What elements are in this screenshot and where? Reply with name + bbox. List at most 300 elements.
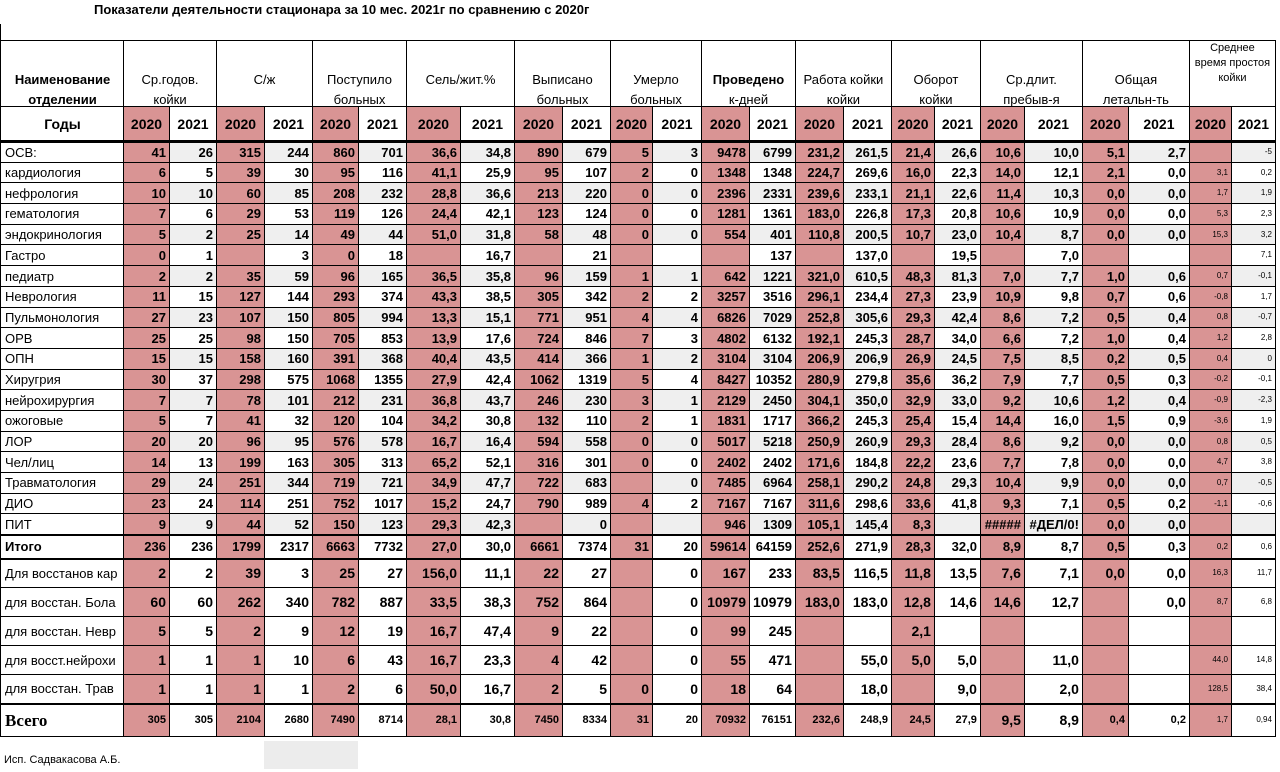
cell: 30 <box>124 369 170 390</box>
cell: 23 <box>170 307 217 328</box>
cell: -5 <box>1231 142 1275 163</box>
cell <box>1082 675 1128 704</box>
cell: 43,3 <box>407 286 461 307</box>
cell: 128,5 <box>1189 675 1231 704</box>
cell: 1717 <box>750 410 796 431</box>
cell: 14 <box>124 452 170 473</box>
header-group-0: Ср.годов. <box>124 41 217 88</box>
cell: 34,9 <box>407 473 461 494</box>
cell: 0 <box>653 617 702 646</box>
cell: 2 <box>515 675 563 704</box>
cell: 0,0 <box>1082 204 1128 225</box>
cell: 782 <box>313 588 359 617</box>
cell <box>1189 142 1231 163</box>
cell: 16,0 <box>891 162 934 183</box>
cell: 350,0 <box>843 390 891 411</box>
cell: 0,94 <box>1231 704 1275 737</box>
cell: 44,0 <box>1189 646 1231 675</box>
cell: 30,8 <box>461 410 515 431</box>
cell: 9,9 <box>1024 473 1082 494</box>
cell <box>934 514 980 535</box>
cell: 5 <box>170 617 217 646</box>
cell: 683 <box>563 473 611 494</box>
cell: 1,2 <box>1082 390 1128 411</box>
cell: 15,1 <box>461 307 515 328</box>
header-group-sub-1 <box>217 88 313 107</box>
cell: 0 <box>653 559 702 588</box>
cell: 5 <box>124 617 170 646</box>
cell: 83,5 <box>795 559 843 588</box>
cell: 2450 <box>750 390 796 411</box>
cell: 11,7 <box>1231 559 1275 588</box>
cell <box>611 617 653 646</box>
cell: 0 <box>611 224 653 245</box>
cell: 7490 <box>313 704 359 737</box>
cell: 705 <box>313 328 359 349</box>
cell: 2,0 <box>1024 675 1082 704</box>
table-row <box>1 675 1276 704</box>
cell: 271,9 <box>843 535 891 559</box>
cell: 846 <box>563 328 611 349</box>
cell: 7029 <box>750 307 796 328</box>
cell: 9 <box>170 514 217 535</box>
cell: 1017 <box>359 493 407 514</box>
cell: 946 <box>702 514 750 535</box>
cell: 0,0 <box>1128 204 1189 225</box>
row-name: нефрология <box>1 183 124 204</box>
cell: 25 <box>217 224 265 245</box>
cell: 29,3 <box>891 307 934 328</box>
cell: 0,6 <box>1231 535 1275 559</box>
cell: 0 <box>611 204 653 225</box>
cell: 2402 <box>702 452 750 473</box>
cell: 25,4 <box>891 410 934 431</box>
year-2020: 2020 <box>795 107 843 142</box>
cell: 2,1 <box>891 617 934 646</box>
cell: 0,0 <box>1082 224 1128 245</box>
row-name: ОСВ: <box>1 142 124 163</box>
cell: 127 <box>217 286 265 307</box>
cell: 280,9 <box>795 369 843 390</box>
cell: 60 <box>170 588 217 617</box>
cell: 58 <box>515 224 563 245</box>
cell: 1 <box>124 675 170 704</box>
cell: 6 <box>359 675 407 704</box>
cell: 12,7 <box>1024 588 1082 617</box>
cell: 16,0 <box>1024 410 1082 431</box>
cell: 52 <box>265 514 313 535</box>
cell: 24,4 <box>407 204 461 225</box>
cell: 96 <box>313 266 359 287</box>
cell: 38,3 <box>461 588 515 617</box>
row-name: ожоговые <box>1 410 124 431</box>
cell: 0,9 <box>1128 410 1189 431</box>
cell: 41,1 <box>407 162 461 183</box>
cell: 150 <box>265 328 313 349</box>
cell <box>1189 245 1231 266</box>
cell: 17,6 <box>461 328 515 349</box>
cell: 315 <box>217 142 265 163</box>
cell: 0,5 <box>1082 369 1128 390</box>
row-name: эндокринология <box>1 224 124 245</box>
cell: 250,9 <box>795 431 843 452</box>
table-row <box>1 204 1276 225</box>
cell: 321,0 <box>795 266 843 287</box>
cell: 2 <box>611 162 653 183</box>
cell: 1,5 <box>1082 410 1128 431</box>
cell: 137 <box>750 245 796 266</box>
cell: 41 <box>217 410 265 431</box>
cell: 35,6 <box>891 369 934 390</box>
cell <box>891 675 934 704</box>
cell: 0 <box>611 431 653 452</box>
cell <box>1082 646 1128 675</box>
cell: 1 <box>217 646 265 675</box>
cell: 64159 <box>750 535 796 559</box>
cell: 26,6 <box>934 142 980 163</box>
cell: 724 <box>515 328 563 349</box>
cell: 38,5 <box>461 286 515 307</box>
row-name: Травматология <box>1 473 124 494</box>
cell: 10,4 <box>980 224 1024 245</box>
cell: 2 <box>124 559 170 588</box>
cell: 22 <box>515 559 563 588</box>
cell: 232 <box>359 183 407 204</box>
cell: 10,7 <box>891 224 934 245</box>
cell <box>795 646 843 675</box>
cell: 0,8 <box>1189 307 1231 328</box>
cell: 25 <box>124 328 170 349</box>
cell: 192,1 <box>795 328 843 349</box>
cell: 0 <box>653 224 702 245</box>
cell: 1068 <box>313 369 359 390</box>
cell: 245 <box>750 617 796 646</box>
cell: 14,6 <box>980 588 1024 617</box>
cell: 107 <box>563 162 611 183</box>
cell: 269,6 <box>843 162 891 183</box>
cell: 23 <box>124 493 170 514</box>
cell: 226,8 <box>843 204 891 225</box>
cell: 60 <box>124 588 170 617</box>
cell: 2396 <box>702 183 750 204</box>
cell <box>934 617 980 646</box>
table-row <box>1 559 1276 588</box>
cell: 642 <box>702 266 750 287</box>
table-row <box>1 617 1276 646</box>
cell: 120 <box>313 410 359 431</box>
header-group-sub-10: летальн-ть <box>1082 88 1189 107</box>
cell: 76151 <box>750 704 796 737</box>
cell: 701 <box>359 142 407 163</box>
cell: 10,4 <box>980 473 1024 494</box>
cell: 0,5 <box>1128 348 1189 369</box>
cell: 2,3 <box>1231 204 1275 225</box>
cell: 2,1 <box>1082 162 1128 183</box>
cell: 55,0 <box>843 646 891 675</box>
cell: 0 <box>653 473 702 494</box>
cell: 0 <box>313 245 359 266</box>
cell: 853 <box>359 328 407 349</box>
cell: 36,6 <box>407 142 461 163</box>
row-name: кардиология <box>1 162 124 183</box>
cell: 23,3 <box>461 646 515 675</box>
table-row <box>1 348 1276 369</box>
cell: -0,7 <box>1231 307 1275 328</box>
cell: 114 <box>217 493 265 514</box>
cell: 10 <box>170 183 217 204</box>
cell: 7,8 <box>1024 452 1082 473</box>
table-row <box>1 162 1276 183</box>
cell: 96 <box>217 431 265 452</box>
cell: 40,4 <box>407 348 461 369</box>
cell: 6,6 <box>980 328 1024 349</box>
cell <box>843 617 891 646</box>
table-row <box>1 369 1276 390</box>
cell <box>1128 675 1189 704</box>
cell: 8,7 <box>1189 588 1231 617</box>
cell: 212 <box>313 390 359 411</box>
cell: 32 <box>265 410 313 431</box>
cell: 0,0 <box>1128 473 1189 494</box>
cell: -0,5 <box>1231 473 1275 494</box>
table-body <box>1 41 1276 737</box>
cell: 13,3 <box>407 307 461 328</box>
row-name: для восстан. Бола <box>1 588 124 617</box>
cell: 1,7 <box>1189 704 1231 737</box>
year-2021: 2021 <box>563 107 611 142</box>
cell: 98 <box>217 328 265 349</box>
cell: 1,9 <box>1231 183 1275 204</box>
cell: 159 <box>563 266 611 287</box>
cell: 252,8 <box>795 307 843 328</box>
header-group-7: Работа койки <box>795 41 891 88</box>
cell: 6661 <box>515 535 563 559</box>
cell: 2680 <box>265 704 313 737</box>
cell: 1309 <box>750 514 796 535</box>
cell: 59 <box>265 266 313 287</box>
cell: 16,7 <box>461 675 515 704</box>
cell: 340 <box>265 588 313 617</box>
cell: 0,0 <box>1082 559 1128 588</box>
year-2020: 2020 <box>1189 107 1231 142</box>
cell: 25 <box>170 328 217 349</box>
cell: 0,5 <box>1082 307 1128 328</box>
cell: 805 <box>313 307 359 328</box>
cell: 3104 <box>702 348 750 369</box>
cell: 5 <box>611 369 653 390</box>
cell: -0,1 <box>1231 369 1275 390</box>
cell: 165 <box>359 266 407 287</box>
cell: 50,0 <box>407 675 461 704</box>
cell: 316 <box>515 452 563 473</box>
cell: 144 <box>265 286 313 307</box>
cell: 19 <box>359 617 407 646</box>
year-2020: 2020 <box>124 107 170 142</box>
cell <box>795 245 843 266</box>
cell: 16,7 <box>461 245 515 266</box>
cell: 27,9 <box>407 369 461 390</box>
cell: 0 <box>653 675 702 704</box>
cell: 1221 <box>750 266 796 287</box>
cell: 9 <box>124 514 170 535</box>
cell: 39 <box>217 559 265 588</box>
cell: 34,2 <box>407 410 461 431</box>
cell: 183,0 <box>795 204 843 225</box>
row-name: ПИТ <box>1 514 124 535</box>
cell: 231 <box>359 390 407 411</box>
cell: 30 <box>265 162 313 183</box>
cell: 99 <box>702 617 750 646</box>
header-group-3: Сель/жит.% <box>407 41 515 88</box>
cell: 298 <box>217 369 265 390</box>
cell: 0,6 <box>1128 286 1189 307</box>
cell: 1 <box>124 646 170 675</box>
cell: 9478 <box>702 142 750 163</box>
cell: 28,1 <box>407 704 461 737</box>
cell: 29,3 <box>407 514 461 535</box>
cell: 10,6 <box>1024 390 1082 411</box>
cell: 6,8 <box>1231 588 1275 617</box>
year-2020: 2020 <box>702 107 750 142</box>
cell: 3 <box>265 245 313 266</box>
year-2021: 2021 <box>653 107 702 142</box>
cell: 8,9 <box>980 535 1024 559</box>
table-row <box>1 183 1276 204</box>
cell: 0,4 <box>1189 348 1231 369</box>
cell: 7,2 <box>1024 328 1082 349</box>
row-name: нейрохирургия <box>1 390 124 411</box>
cell: 101 <box>265 390 313 411</box>
cell: 60 <box>217 183 265 204</box>
cell: 304,1 <box>795 390 843 411</box>
cell: 27,0 <box>407 535 461 559</box>
year-2021: 2021 <box>934 107 980 142</box>
cell: 0,0 <box>1082 183 1128 204</box>
cell: 301 <box>563 452 611 473</box>
cell: 401 <box>750 224 796 245</box>
cell: 0,6 <box>1128 266 1189 287</box>
cell: 311,6 <box>795 493 843 514</box>
cell: 15 <box>170 348 217 369</box>
cell: 1348 <box>702 162 750 183</box>
cell: 0,0 <box>1128 588 1189 617</box>
cell: 105,1 <box>795 514 843 535</box>
cell: 52,1 <box>461 452 515 473</box>
cell: 5 <box>124 410 170 431</box>
cell: 31 <box>611 535 653 559</box>
row-name: Всего <box>1 704 124 737</box>
cell: 12 <box>313 617 359 646</box>
table-row <box>1 390 1276 411</box>
cell: 8,7 <box>1024 535 1082 559</box>
cell: 11,8 <box>891 559 934 588</box>
row-name: для восстан. Трав <box>1 675 124 704</box>
cell: 124 <box>563 204 611 225</box>
cell: 0 <box>563 514 611 535</box>
cell: 150 <box>313 514 359 535</box>
cell: 64 <box>750 675 796 704</box>
cell: 20 <box>653 535 702 559</box>
cell: 0,0 <box>1128 514 1189 535</box>
cell: 21,4 <box>891 142 934 163</box>
year-2021: 2021 <box>843 107 891 142</box>
cell: 116 <box>359 162 407 183</box>
cell: 0,0 <box>1082 514 1128 535</box>
cell <box>1082 617 1128 646</box>
cell: 2 <box>170 559 217 588</box>
cell: 14,0 <box>980 162 1024 183</box>
cell: 0,4 <box>1128 328 1189 349</box>
cell: 0 <box>653 646 702 675</box>
cell: 42,4 <box>934 307 980 328</box>
cell: 3,1 <box>1189 162 1231 183</box>
cell: 2 <box>653 286 702 307</box>
cell: 183,0 <box>795 588 843 617</box>
cell: -0,9 <box>1189 390 1231 411</box>
cell: 471 <box>750 646 796 675</box>
header-group-2: Поступило <box>313 41 407 88</box>
cell: 17,3 <box>891 204 934 225</box>
cell: 10,3 <box>1024 183 1082 204</box>
cell: 7 <box>170 410 217 431</box>
cell: 0,0 <box>1082 431 1128 452</box>
cell: 95 <box>313 162 359 183</box>
header-name-line1: Наименование <box>1 41 124 88</box>
cell: 95 <box>265 431 313 452</box>
year-2020: 2020 <box>611 107 653 142</box>
cell: 6799 <box>750 142 796 163</box>
cell: 342 <box>563 286 611 307</box>
cell: 22,2 <box>891 452 934 473</box>
cell: 2129 <box>702 390 750 411</box>
cell: 2 <box>611 410 653 431</box>
cell: 35 <box>217 266 265 287</box>
cell: 245,3 <box>843 410 891 431</box>
cell: 248,9 <box>843 704 891 737</box>
cell: 244 <box>265 142 313 163</box>
cell: 6826 <box>702 307 750 328</box>
cell: 15,4 <box>934 410 980 431</box>
cell: 9,8 <box>1024 286 1082 307</box>
cell: 47,4 <box>461 617 515 646</box>
cell: 6132 <box>750 328 796 349</box>
cell: 16,7 <box>407 617 461 646</box>
cell <box>611 588 653 617</box>
cell: 29,3 <box>891 431 934 452</box>
cell: 7,7 <box>980 452 1024 473</box>
cell: -2,3 <box>1231 390 1275 411</box>
year-2020: 2020 <box>980 107 1024 142</box>
table-row <box>1 307 1276 328</box>
cell: 6964 <box>750 473 796 494</box>
cell: 8,3 <box>891 514 934 535</box>
cell: 29,3 <box>934 473 980 494</box>
cell: -0,1 <box>1231 266 1275 287</box>
table-row <box>1 588 1276 617</box>
cell: 3104 <box>750 348 796 369</box>
cell <box>1128 245 1189 266</box>
header-group-11: Среднее время простоя койки <box>1189 41 1275 88</box>
cell: 1062 <box>515 369 563 390</box>
cell: 11,1 <box>461 559 515 588</box>
cell <box>795 617 843 646</box>
cell: 24,7 <box>461 493 515 514</box>
cell: 368 <box>359 348 407 369</box>
cell: 0,5 <box>1082 535 1128 559</box>
cell <box>1189 514 1231 535</box>
cell: 9,3 <box>980 493 1024 514</box>
cell: 0,3 <box>1128 369 1189 390</box>
